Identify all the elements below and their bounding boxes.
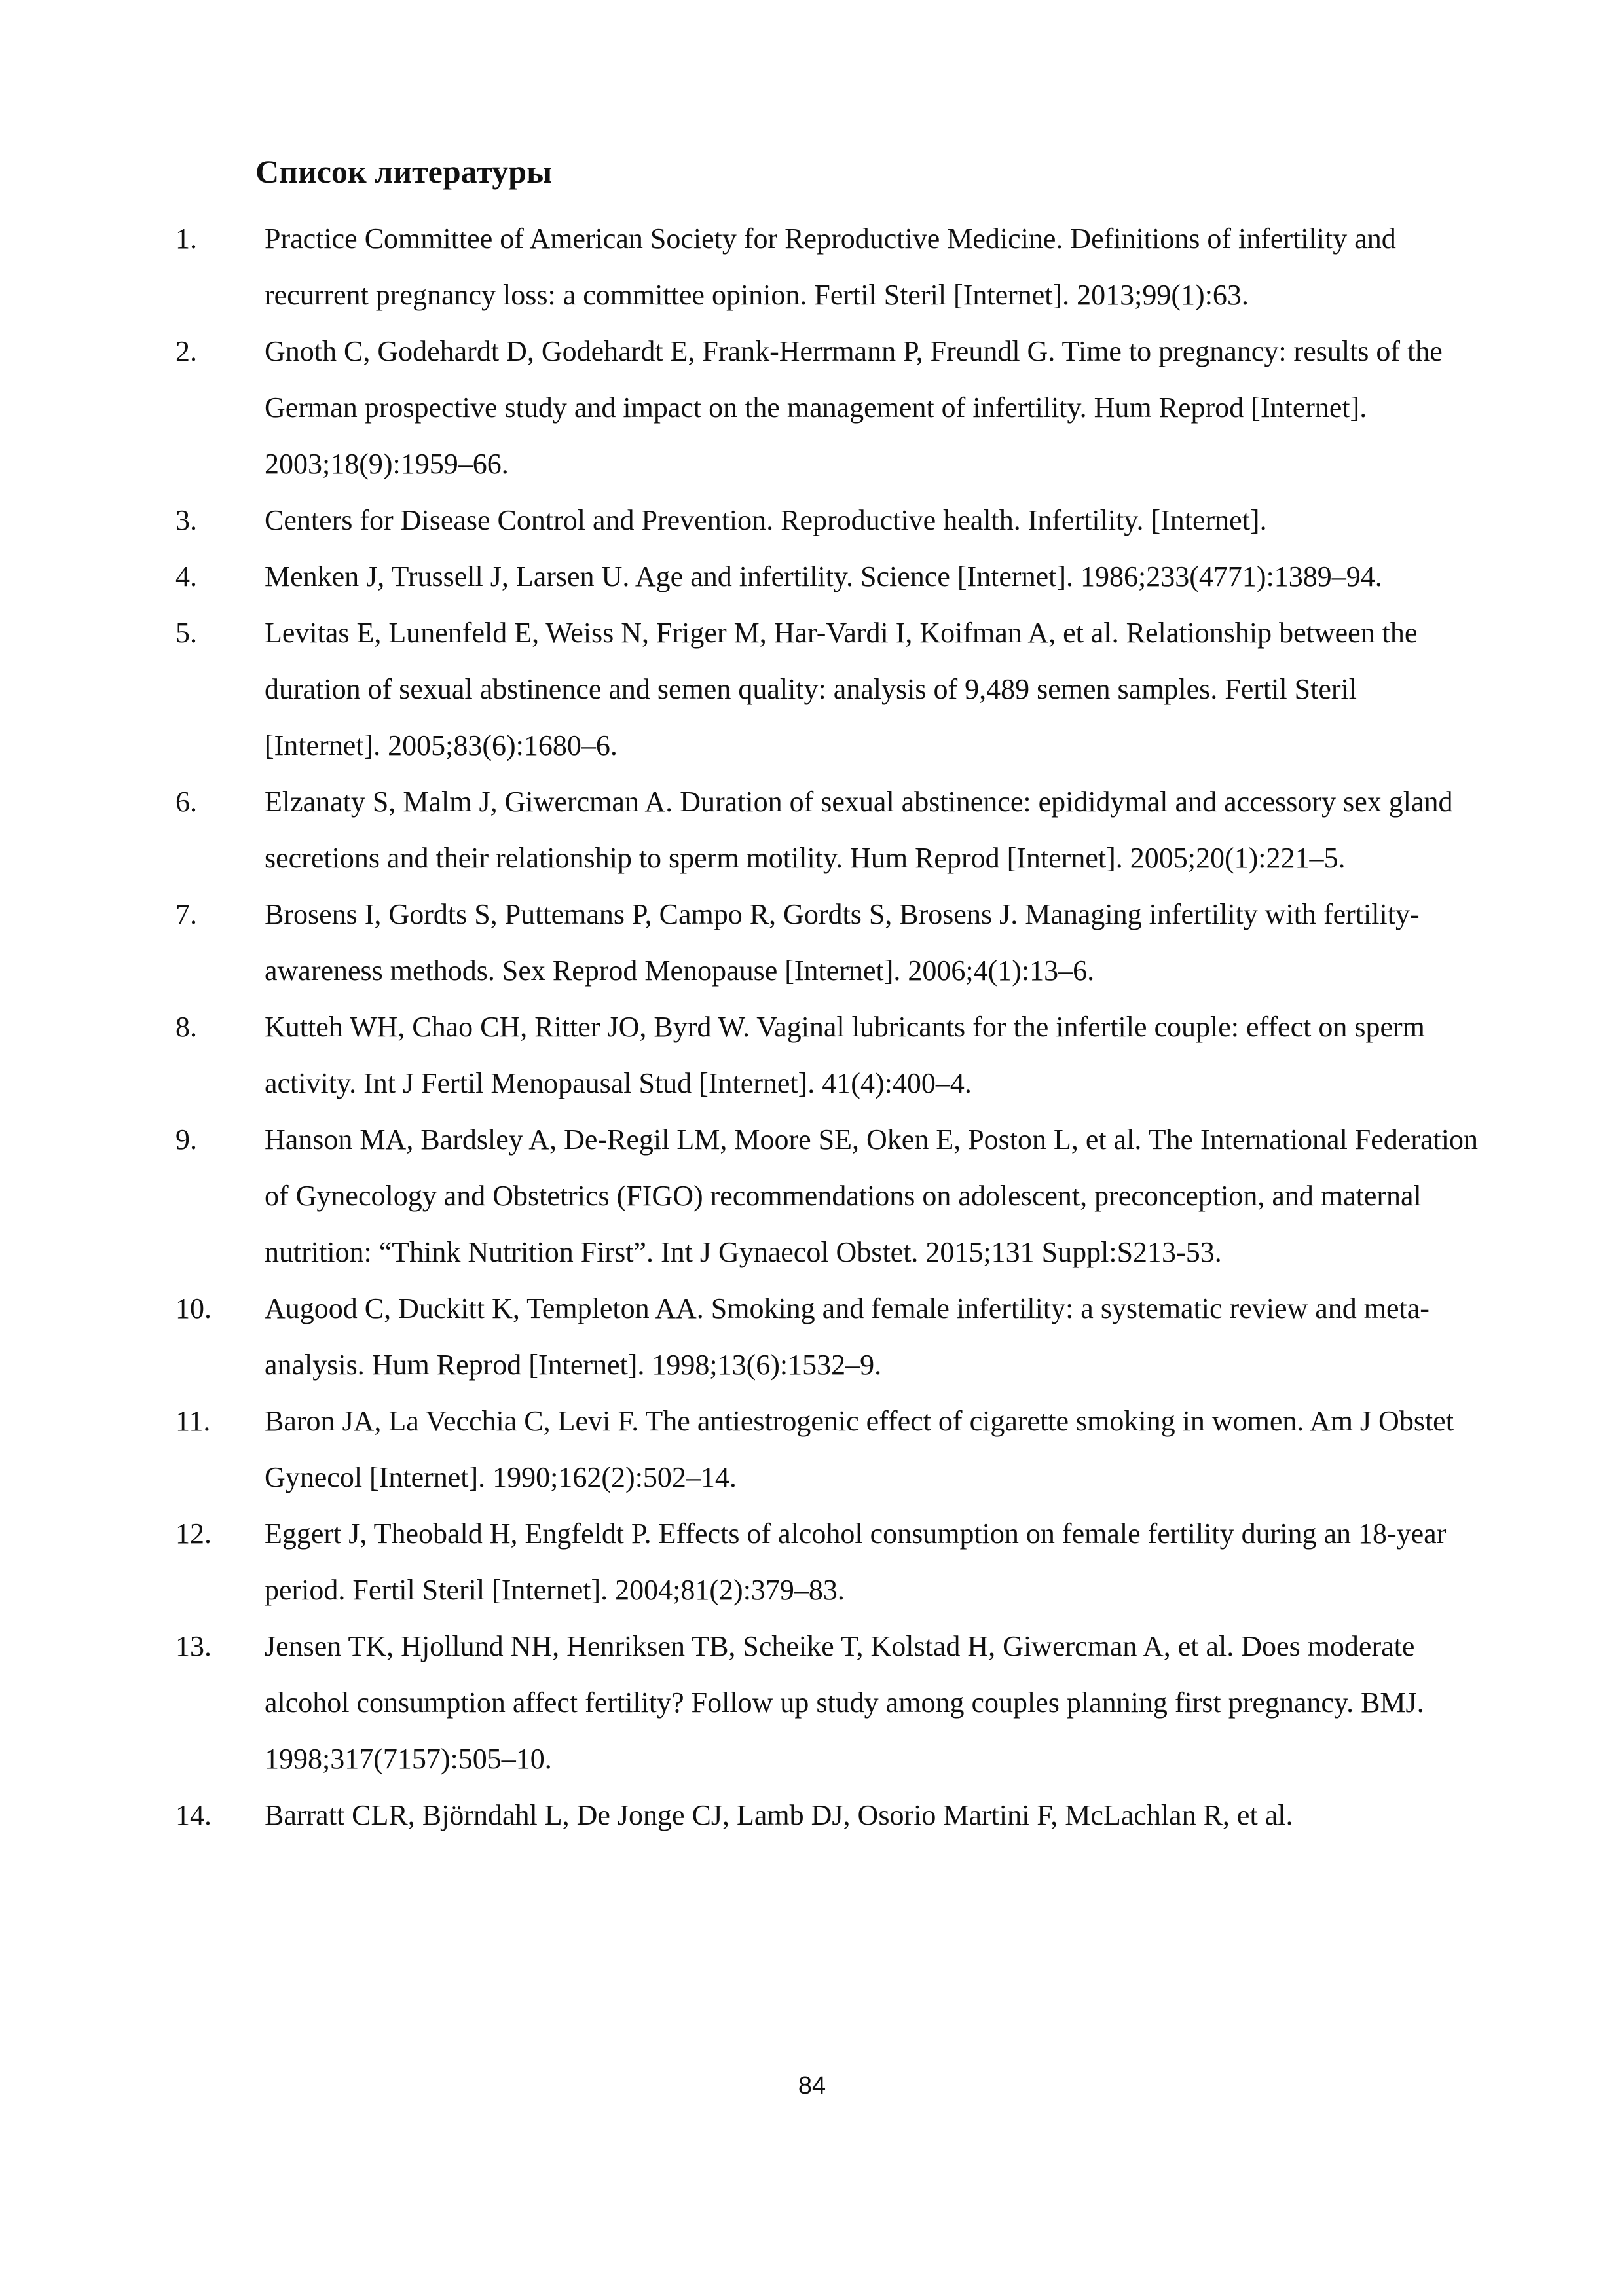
reference-number: 3. bbox=[175, 504, 197, 536]
reference-text: Augood C, Duckitt K, Templeton AA. Smoking and female infertility: a systematic review and meta-analysis. Hum Reprod [Internet]. 1998;13(6):1532–9. bbox=[265, 1292, 1430, 1381]
reference-number: 4. bbox=[175, 560, 197, 592]
reference-text: Brosens I, Gordts S, Puttemans P, Campo R, Gordts S, Brosens J. Managing infertility with fertility-awareness methods. Sex Reprod Menopause [Internet]. 2006;4(1):13–6. bbox=[265, 898, 1420, 987]
reference-list bbox=[175, 211, 1479, 1844]
reference-text: Barratt CLR, Björndahl L, De Jonge CJ, Lamb DJ, Osorio Martini F, McLachlan R, et al. bbox=[265, 1799, 1293, 1831]
reference-text: Gnoth C, Godehardt D, Godehardt E, Frank-Herrmann P, Freundl G. Time to pregnancy: results of the German prospective study and impact on the management of infertility. Hum Reprod [Internet]. 2003;18(9):1959–66. bbox=[265, 335, 1443, 480]
reference-text: Elzanaty S, Malm J, Giwercman A. Duration of sexual abstinence: epididymal and accessory sex gland secretions and their relationship to sperm motility. Hum Reprod [Internet]. 2005;20(1):221–5. bbox=[265, 786, 1453, 874]
reference-number: 5. bbox=[175, 617, 197, 649]
reference-number: 13. bbox=[175, 1630, 212, 1662]
reference-item bbox=[175, 999, 1479, 1112]
reference-number: 12. bbox=[175, 1518, 212, 1550]
reference-item bbox=[175, 1112, 1479, 1281]
reference-text: Hanson MA, Bardsley A, De-Regil LM, Moore SE, Oken E, Poston L, et al. The International Federation of Gynecology and Obstetrics (FIGO) recommendations on adolescent, preconception, and maternal nutrition: “Think Nutrition First”. Int J Gynaecol Obstet. 2015;131 Suppl:S213-53. bbox=[265, 1123, 1478, 1268]
reference-item bbox=[175, 1787, 1479, 1844]
reference-number: 14. bbox=[175, 1799, 212, 1831]
reference-number: 10. bbox=[175, 1292, 212, 1324]
reference-item bbox=[175, 886, 1479, 999]
reference-text: Levitas E, Lunenfeld E, Weiss N, Friger M, Har-Vardi I, Koifman A, et al. Relationship between the duration of sexual abstinence and semen quality: analysis of 9,489 semen samples. Fertil Steril [Internet]. 2005;83(6):1680–6. bbox=[265, 617, 1418, 761]
reference-item bbox=[175, 549, 1479, 605]
reference-item bbox=[175, 1506, 1479, 1618]
reference-text: Menken J, Trussell J, Larsen U. Age and infertility. Science [Internet]. 1986;233(4771):1389–94. bbox=[265, 560, 1382, 592]
reference-item bbox=[175, 774, 1479, 886]
reference-item bbox=[175, 1618, 1479, 1787]
reference-number: 11. bbox=[175, 1405, 211, 1437]
reference-text: Kutteh WH, Chao CH, Ritter JO, Byrd W. Vaginal lubricants for the infertile couple: effect on sperm activity. Int J Fertil Menopausal Stud [Internet]. 41(4):400–4. bbox=[265, 1011, 1425, 1099]
reference-item bbox=[175, 1281, 1479, 1393]
reference-number: 8. bbox=[175, 1011, 197, 1043]
page-title: Список литературы bbox=[255, 153, 553, 190]
reference-number: 6. bbox=[175, 786, 197, 818]
reference-text: Centers for Disease Control and Prevention. Reproductive health. Infertility. [Internet]. bbox=[265, 504, 1267, 536]
reference-item bbox=[175, 1393, 1479, 1506]
reference-number: 7. bbox=[175, 898, 197, 930]
reference-item bbox=[175, 323, 1479, 492]
reference-text: Baron JA, La Vecchia C, Levi F. The antiestrogenic effect of cigarette smoking in women. Am J Obstet Gynecol [Internet]. 1990;162(2):502–14. bbox=[265, 1405, 1454, 1493]
reference-item bbox=[175, 492, 1479, 549]
reference-number: 9. bbox=[175, 1123, 197, 1156]
reference-text: Practice Committee of American Society for Reproductive Medicine. Definitions of infertility and recurrent pregnancy loss: a committee opinion. Fertil Steril [Internet]. 2013;99(1):63. bbox=[265, 223, 1396, 311]
reference-number: 2. bbox=[175, 335, 197, 367]
reference-item bbox=[175, 605, 1479, 774]
reference-text: Eggert J, Theobald H, Engfeldt P. Effects of alcohol consumption on female fertility during an 18-year period. Fertil Steril [Internet]. 2004;81(2):379–83. bbox=[265, 1518, 1447, 1606]
reference-number: 1. bbox=[175, 223, 197, 255]
reference-item bbox=[175, 211, 1479, 323]
page-number: 84 bbox=[798, 2072, 826, 2100]
reference-text: Jensen TK, Hjollund NH, Henriksen TB, Scheike T, Kolstad H, Giwercman A, et al. Does moderate alcohol consumption affect fertility? Follow up study among couples planning first pregnancy. BMJ. 1998;317(7157):505–10. bbox=[265, 1630, 1424, 1775]
